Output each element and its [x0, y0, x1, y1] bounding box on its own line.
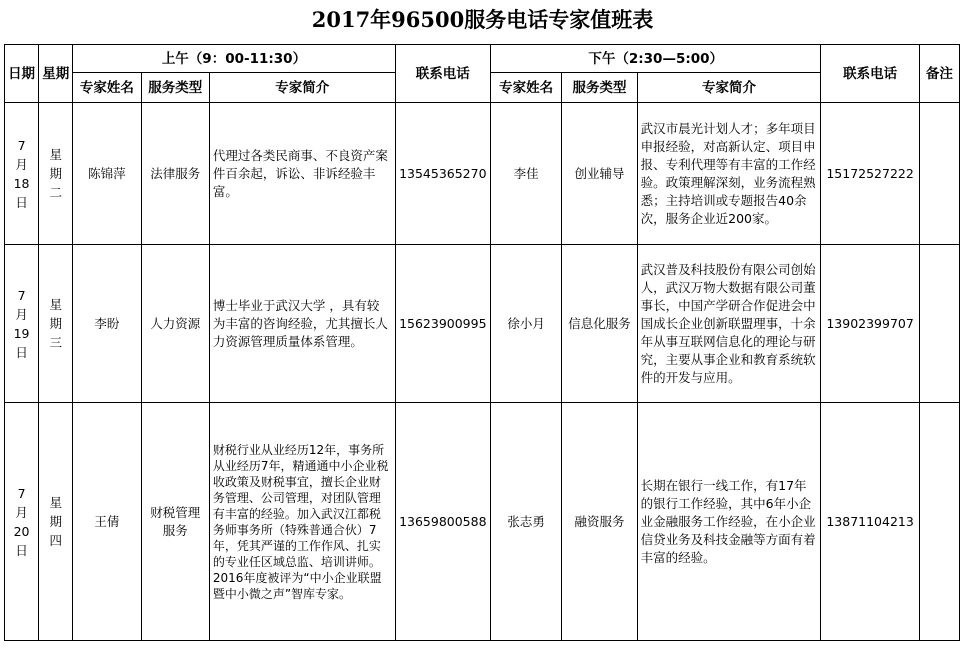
- am-service-type: 人力资源: [141, 245, 209, 403]
- header-afternoon: 下午（2:30—5:00）: [491, 45, 821, 73]
- pm-expert-intro: 长期在银行一线工作，有17年的银行工作经验，其中6年小企业金融服务工作经验，在小企业信贷业务及科技金融等方面有着丰富的经验。: [637, 403, 821, 641]
- pm-expert-name: 李佳: [491, 103, 562, 245]
- pm-phone: 13871104213: [821, 403, 919, 641]
- header-am-service-type: 服务类型: [141, 73, 209, 103]
- am-service-type: 财税管理服务: [141, 403, 209, 641]
- header-pm-expert-name: 专家姓名: [491, 73, 562, 103]
- am-expert-intro: 财税行业从业经历12年，事务所从业经历7年，精通通中小企业税收政策及财税事宜，擅长企业财务管理、公司管理，对团队管理有丰富的经验。加入武汉江都税务师事务所（特殊普通合伙）7年，凭其严谨的工作作风、扎实的专业任区域总监、培训讲师。2016年度被评为“中小企业联盟暨中小微之声”智库专家。: [209, 403, 395, 641]
- am-expert-name: 陈锦萍: [73, 103, 141, 245]
- header-am-expert-intro: 专家简介: [209, 73, 395, 103]
- pm-service-type: 信息化服务: [562, 245, 637, 403]
- header-remarks: 备注: [919, 45, 959, 103]
- pm-expert-intro: 武汉普及科技股份有限公司创始人，武汉万物大数据有限公司董事长，中国产学研合作促进会中国成长企业创新联盟理事，十余年从事互联网信息化的理论与研究，主要从事企业和教育系统软件的开发与应用。: [637, 245, 821, 403]
- am-expert-name: 李盼: [73, 245, 141, 403]
- header-pm-service-type: 服务类型: [562, 73, 637, 103]
- header-am-phone: 联系电话: [395, 45, 490, 103]
- pm-service-type: 融资服务: [562, 403, 637, 641]
- duty-schedule-table: [4, 44, 960, 641]
- remarks-cell: [919, 403, 959, 641]
- am-phone: 13659800588: [395, 403, 490, 641]
- header-weekday: 星期: [39, 45, 73, 103]
- header-am-expert-name: 专家姓名: [73, 73, 141, 103]
- table-row: [5, 245, 960, 403]
- am-phone: 13545365270: [395, 103, 490, 245]
- header-row-1: [5, 45, 960, 73]
- date-cell: 7 月 20 日: [5, 403, 39, 641]
- table-row: [5, 403, 960, 641]
- header-morning: 上午（9：00-11:30）: [73, 45, 395, 73]
- pm-service-type: 创业辅导: [562, 103, 637, 245]
- am-phone: 15623900995: [395, 245, 490, 403]
- pm-expert-intro: 武汉市晨光计划人才；多年项目申报经验，对高新认定、项目申报、专利代理等有丰富的工作经验。政策理解深刻，业务流程熟悉；主持培训或专题报告40余次，服务企业近200家。: [637, 103, 821, 245]
- pm-expert-name: 张志勇: [491, 403, 562, 641]
- pm-phone: 13902399707: [821, 245, 919, 403]
- date-cell: 7 月 18 日: [5, 103, 39, 245]
- date-cell: 7 月 19 日: [5, 245, 39, 403]
- header-pm-phone: 联系电话: [821, 45, 919, 103]
- remarks-cell: [919, 103, 959, 245]
- pm-phone: 15172527222: [821, 103, 919, 245]
- remarks-cell: [919, 245, 959, 403]
- weekday-cell: 星 期 二: [39, 103, 73, 245]
- pm-expert-name: 徐小月: [491, 245, 562, 403]
- am-expert-intro: 代理过各类民商事、不良资产案件百余起，诉讼、非诉经验丰富。: [209, 103, 395, 245]
- am-expert-intro: 博士毕业于武汉大学 ，具有较为丰富的咨询经验，尤其擅长人力资源管理质量体系管理。: [209, 245, 395, 403]
- weekday-cell: 星 期 三: [39, 245, 73, 403]
- am-expert-name: 王倩: [73, 403, 141, 641]
- header-date: 日期: [5, 45, 39, 103]
- am-service-type: 法律服务: [141, 103, 209, 245]
- weekday-cell: 星 期 四: [39, 403, 73, 641]
- table-row: [5, 103, 960, 245]
- header-pm-expert-intro: 专家简介: [637, 73, 821, 103]
- page-title: 2017年96500服务电话专家值班表: [311, 7, 654, 32]
